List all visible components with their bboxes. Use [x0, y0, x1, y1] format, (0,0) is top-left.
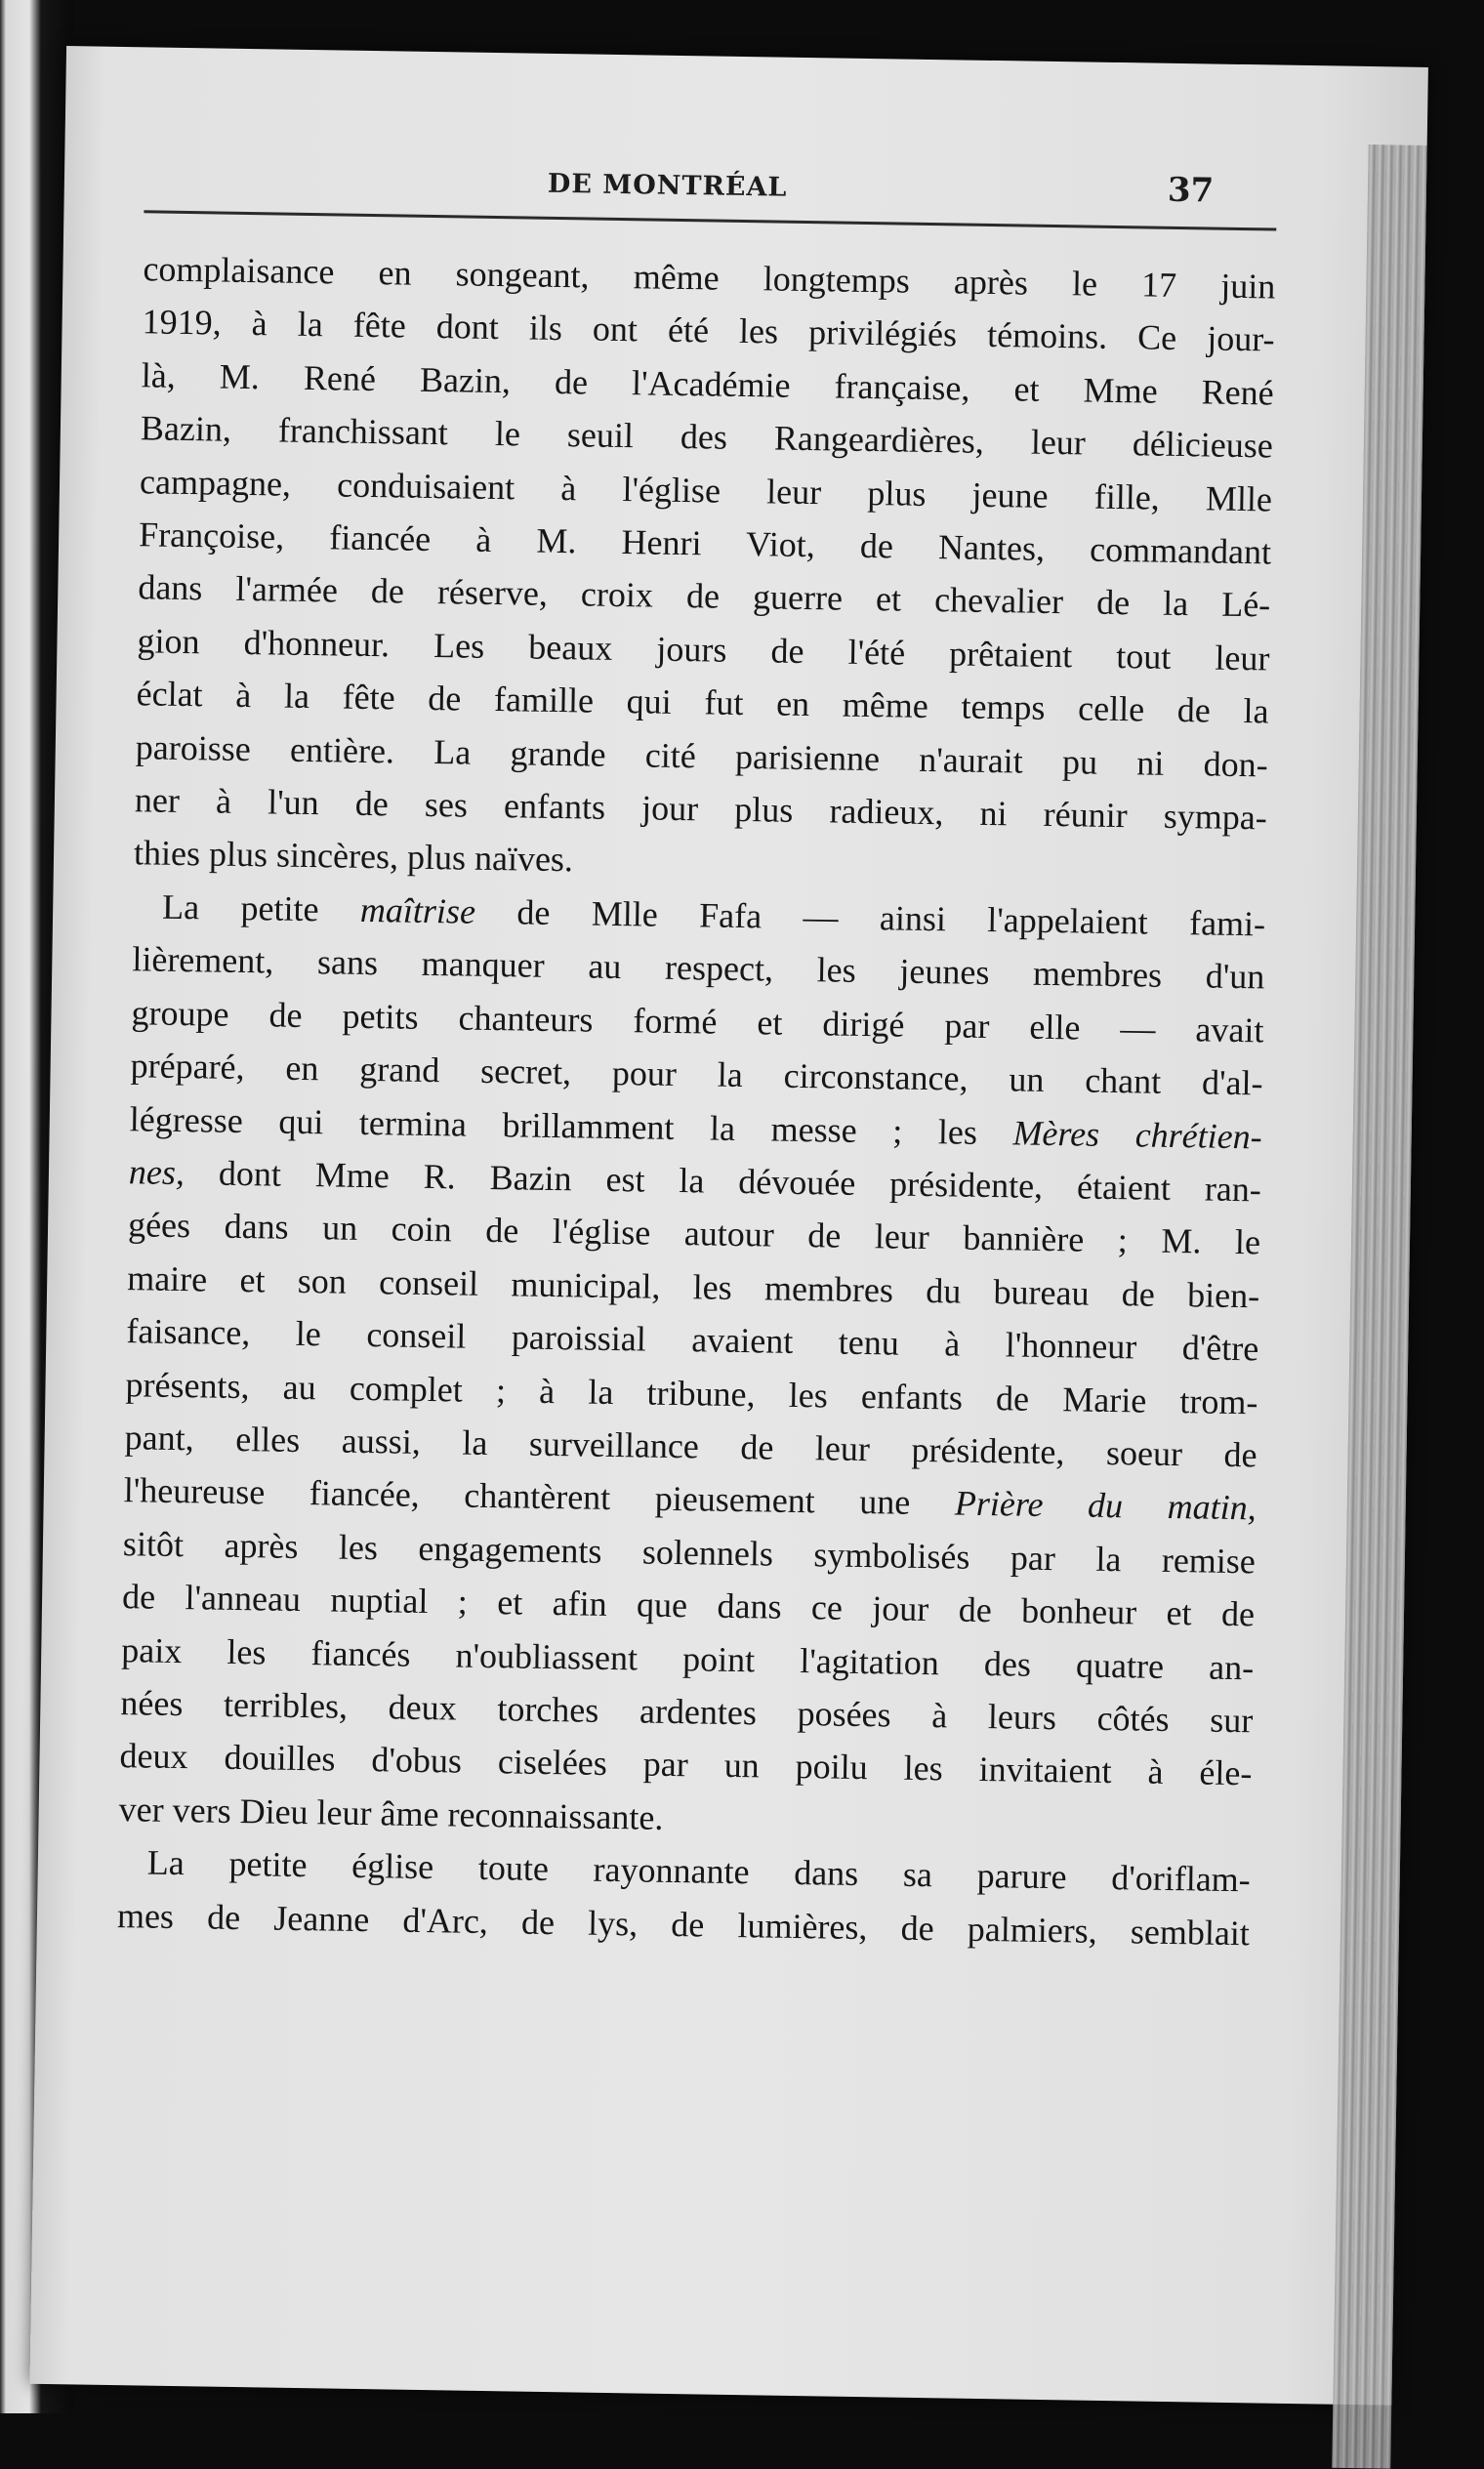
text-line: campagne, conduisaient à l'église leur plus jeune fille, Mlle	[139, 461, 1273, 519]
text-line: dans l'armée de réserve, croix de guerre et chevalier de la Lé-	[138, 567, 1271, 625]
text-line: ver vers Dieu leur âme reconnaissante.	[118, 1789, 664, 1837]
text-line: thies plus sincères, plus naïves.	[133, 833, 574, 880]
book-page	[29, 46, 1427, 2406]
text-line: complaisance en songeant, même longtemps après le 17 juin	[143, 249, 1276, 307]
text-line: paix les fiancés n'oubliassent point l'agitation des quatre an-	[120, 1629, 1255, 1687]
text-line: faisance, le conseil paroissial avaient tenu à l'honneur d'être	[126, 1311, 1259, 1369]
paragraph	[118, 880, 1265, 1853]
italic-text-segment: Prière du matin,	[954, 1483, 1257, 1528]
text-line: lièrement, sans manquer au respect, les jeunes membres d'un	[132, 939, 1265, 997]
text-line: éclat à la fête de famille qui fut en même temps celle de la	[136, 674, 1269, 731]
text-segment: l'heureuse fiancée, chantèrent pieusement une	[123, 1470, 956, 1523]
paragraph	[134, 242, 1276, 897]
text-line: Bazin, franchissant le seuil des Rangeardières, leur délicieuse	[140, 408, 1274, 466]
text-line: deux douilles d'obus ciselées par un poilu les invitaient à éle-	[119, 1736, 1253, 1793]
text-line: ner à l'un de ses enfants jour plus radieux, ni réunir sympa-	[134, 780, 1268, 838]
text-line: paroisse entière. La grande cité parisienne n'aurait pu ni don-	[135, 726, 1268, 785]
running-head: DE MONTRÉAL	[547, 168, 788, 203]
text-line: pant, elles aussi, la surveillance de leur présidente, soeur de	[124, 1418, 1257, 1475]
text-segment: légresse qui termina brillamment la messe ; les	[129, 1098, 1013, 1152]
text-line: gion d'honneur. Les beaux jours de l'été prêtaient tout leur	[137, 621, 1270, 679]
text-segment: de Mlle Fafa — ainsi l'appelaient fami-	[474, 891, 1266, 944]
text-line: préparé, en grand secret, pour la circonstance, un chant d'al-	[130, 1046, 1263, 1103]
text-line: 1919, à la fête dont ils ont été les privilégiés témoins. Ce jour-	[142, 302, 1275, 359]
text-line: Françoise, fiancée à M. Henri Viot, de Nantes, commandant	[138, 514, 1272, 572]
page-edge-stack	[1332, 144, 1426, 2469]
italic-text-segment: maîtrise	[359, 889, 476, 931]
italic-text-segment: Mères chrétien-	[1012, 1112, 1263, 1156]
text-segment: dont Mme R. Bazin est la dévouée présidente, étaient ran-	[184, 1152, 1262, 1210]
text-line: groupe de petits chanteurs formé et dirigé par elle — avait	[131, 992, 1264, 1050]
text-segment: La petite	[161, 886, 361, 929]
text-line: mes de Jeanne d'Arc, de lys, de lumières, de palmiers, semblait	[116, 1895, 1251, 1953]
text-line: présents, au complet ; à la tribune, les enfants de Marie trom-	[125, 1364, 1258, 1421]
text-line: là, M. René Bazin, de l'Académie française, et Mme René	[141, 355, 1274, 413]
text-line: maire et son conseil municipal, les membres du bureau de bien-	[126, 1257, 1260, 1316]
page-number: 37	[1167, 170, 1215, 211]
text-line: de l'anneau nuptial ; et afin que dans ce jour de bonheur et de	[121, 1577, 1256, 1634]
italic-text-segment: nes,	[128, 1152, 186, 1192]
text-line: gées dans un coin de l'église autour de leur bannière ; M. le	[127, 1205, 1261, 1262]
text-line: nées terribles, deux torches ardentes posées à leurs côtés sur	[120, 1683, 1254, 1741]
text-line: sitôt après les engagements solennels symbolisés par la remise	[122, 1523, 1257, 1582]
paragraph	[117, 1835, 1252, 1959]
body-text	[117, 242, 1276, 1959]
text-line: La petite église toute rayonnante dans sa parure d'oriflam-	[146, 1842, 1252, 1900]
